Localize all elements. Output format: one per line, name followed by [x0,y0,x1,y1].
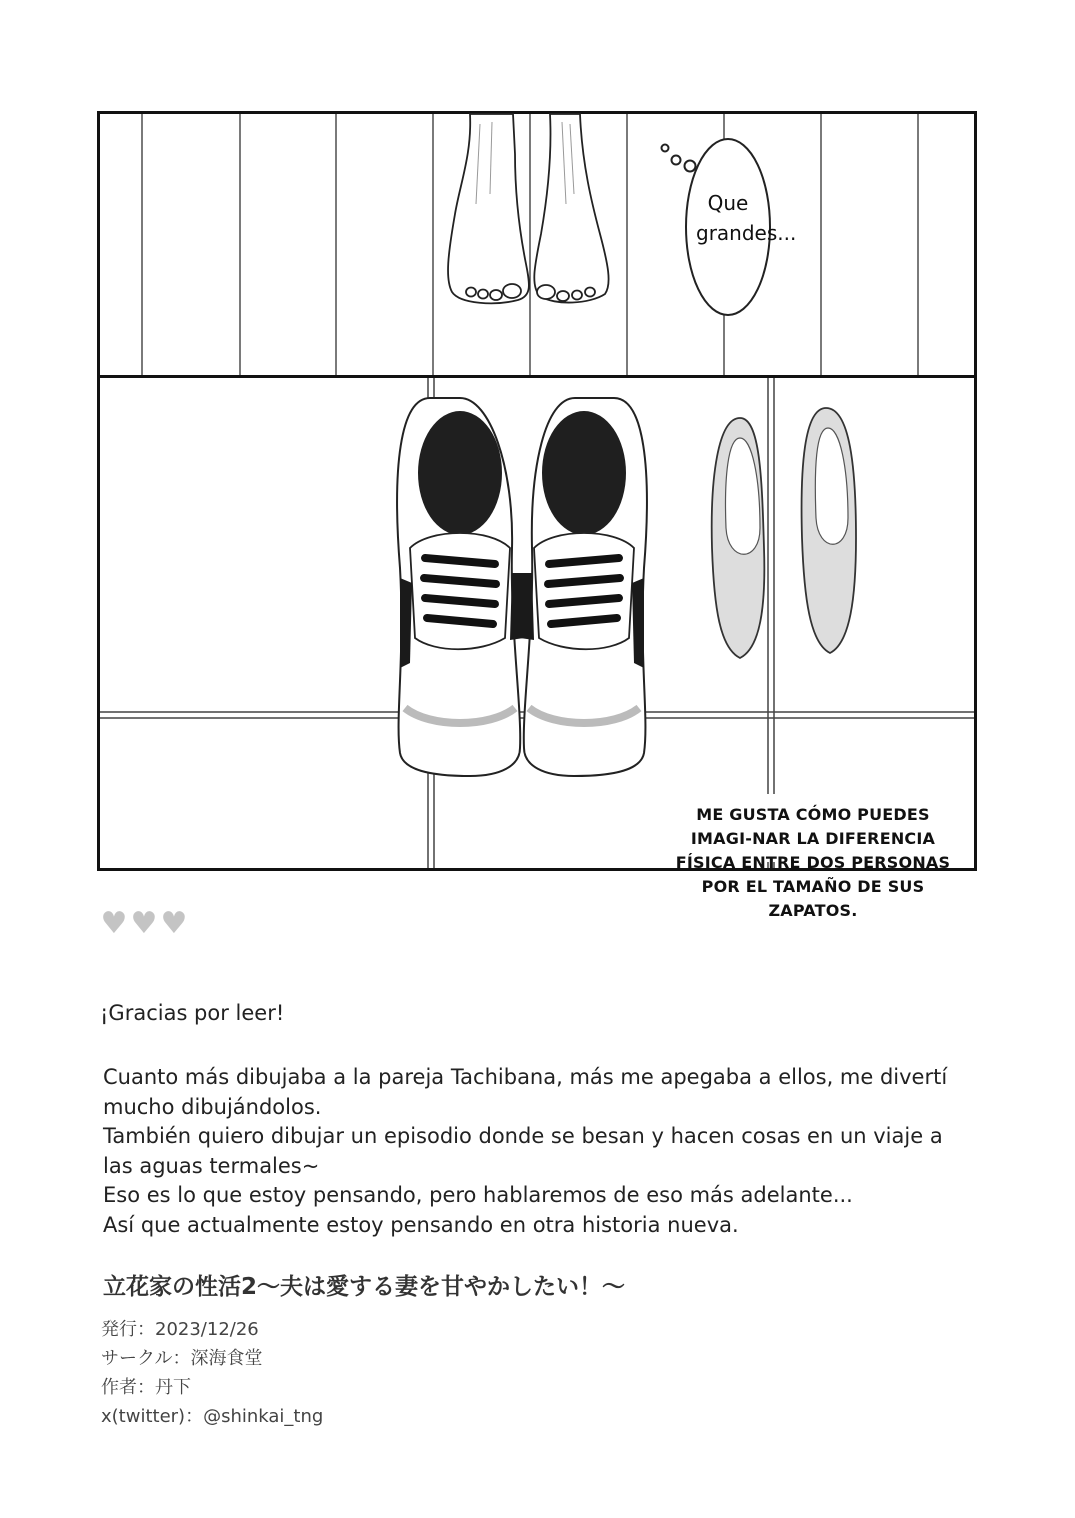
colophon [101,1315,323,1431]
afterword-paragraph: Así que actualmente estoy pensando en otra historia nueva. [103,1212,739,1237]
panel-shoes-art [100,378,974,868]
panel-shoes [100,378,974,920]
circle-name: サークル：深海食堂 [101,1348,263,1369]
panel-feet [100,114,974,378]
heels [712,408,856,658]
bare-feet [448,114,609,303]
thought-bubble-text: Que grandes... [696,191,797,245]
afterword-paragraph: Eso es lo que estoy pensando, pero hablaremos de eso más adelante... [103,1183,853,1207]
twitter-handle: x(twitter)：@shinkai_tng [101,1406,324,1427]
heart-icon: ♥ [100,906,130,941]
sneaker-right [520,398,647,776]
afterword-paragraph: Cuanto más dibujaba a la pareja Tachibana, más me apegaba a ellos, me divertí mucho dibujándolos. [103,1065,948,1119]
book-title: 立花家の性活2〜夫は愛する妻を甘やかしたい！〜 [103,1274,626,1300]
heart-divider [100,906,190,941]
afterword-message [103,1063,963,1240]
sneakers [397,398,647,776]
publish-date: 発行：2023/12/26 [101,1319,259,1340]
panel-caption: ME GUSTA CÓMO PUEDES IMAGI-NAR LA DIFERENCIA FÍSICA ENTRE DOS PERSONAS POR EL TAMAÑO DE SUS ZAPATOS. [675,805,951,920]
author-name: 作者：丹下 [101,1377,191,1398]
heart-icon: ♥ [160,906,190,941]
floor-boards [142,114,918,375]
panel-feet-art [100,114,974,375]
afterword-paragraph: También quiero dibujar un episodio donde se besan y hacen cosas en un viaje a las aguas termales~ [103,1124,943,1178]
sneaker-left [397,398,524,776]
heart-icon: ♥ [130,906,160,941]
comic-frame [97,111,977,920]
thanks-heading: ¡Gracias por leer! [100,1001,285,1025]
